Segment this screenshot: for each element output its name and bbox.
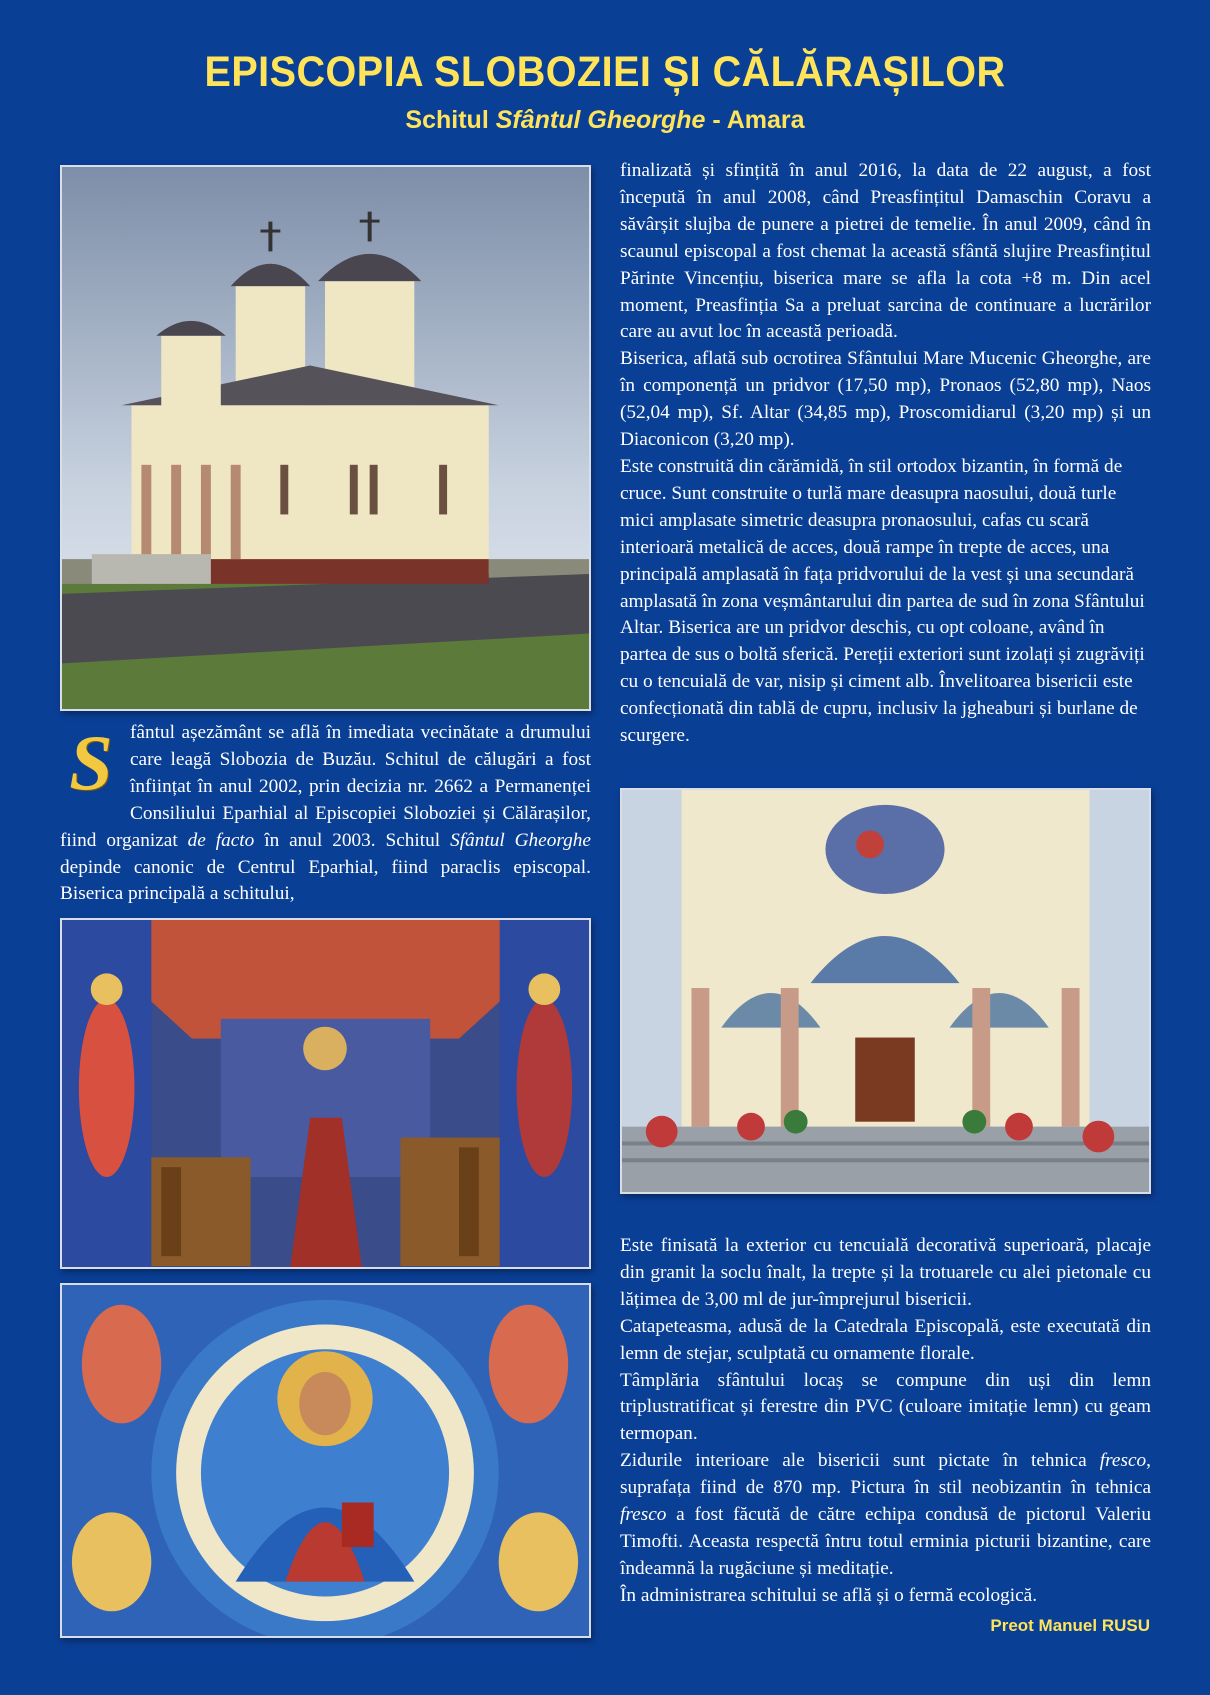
intro-text-c: depinde canonic de Centrul Eparhial, fiind paraclis episcopal. Biserica principală a schitului, (60, 856, 591, 905)
pantocrator-fresco-photo (60, 1283, 591, 1638)
p4-c: a fost făcută de către echipa condusă de pictorul Valeriu Timofti. Aceasta respectă întru totul erminia picturii bizantine, care îndeamnă la rugăciune și meditație. (620, 1504, 1151, 1579)
paragraph: Biserica, aflată sub ocrotirea Sfântului Mare Mucenic Gheorghe, are în componență un pridvor (17,50 mp), Pronaos (52,80 mp), Naos (52,04 mp), Sf. Altar (34,85 mp), Proscomidiarul (3,20 mp) și un Diaconicon (3,20 mp). (620, 348, 1151, 451)
church-porch-photo (620, 788, 1151, 1194)
intro-text-b: în anul 2003. Schitul (254, 829, 451, 851)
paragraph: finalizată și sfințită în anul 2016, la data de 22 august, a fost începută în anul 2008, când Preasfințitul Damaschin Coravu a săvârșit slujba de punere a pietrei de temelie. În anul 2009, când în scaunul episcopal a fost chemat la această sfântă slujire Preasfințitul Părinte Vincențiu, biserica mare se afla la cota +8 m. Din acel moment, Preasfinția Sa a preluat sarcina de continuare a lucrărilor care au avut loc în această perioadă. (620, 160, 1151, 343)
page-title: EPISCOPIA SLOBOZIEI ȘI CĂLĂRAȘILOR (204, 48, 1006, 96)
page-subtitle (0, 106, 1210, 135)
church-interior-photo (60, 918, 591, 1269)
intro-italic-2: Sfântul Gheorghe (450, 829, 591, 851)
right-top-text (620, 158, 1151, 750)
subtitle-suffix: - Amara (712, 106, 805, 134)
intro-text-a: fântul așezământ se află în imediata vecinătate a drumului care leagă Slobozia de Buzău. Schitul de călugări a fost înființat în anul 2002, prin decizia nr. 2662 a Permanenței Consiliului Eparhial al Episcopiei Sloboziei și Călărașilor, fiind organizat (60, 722, 591, 851)
dropcap-letter: S (69, 719, 113, 806)
paragraph: Tâmplăria sfântului locaș se compune din uși din lemn triplustratificat și ferestre din PVC (culoare imitație lemn) cu geam termopan. (620, 1369, 1151, 1445)
church-exterior-photo (60, 165, 591, 711)
subtitle-italic: Sfântul Gheorghe (495, 106, 706, 134)
author-signature: Preot Manuel RUSU (990, 1616, 1150, 1635)
intro-text (60, 720, 591, 908)
right-bottom-text (620, 1233, 1151, 1610)
paragraph: Este construită din cărămidă, în stil ortodox bizantin, în formă de cruce. Sunt construite o turlă mare deasupra naosului, două turle mici amplasate simetric deasupra pronaosului, cafas cu scară interioară metalică de acces, două rampe în trepte de acces, una principală amplasată în fața pridvorului de la vest și una secundară amplasată în zona veșmântarului din partea de sud în zona Sfântului Altar. Biserica are un pridvor deschis, cu opt coloane, având în partea de sus o boltă sferică. Pereții exteriori sunt izolați și zugrăviți cu o tencuială de var, nisip și ciment alb. Învelitoarea bisericii este confecționată din tablă de cupru, inclusiv la jgheaburi și burlane de scurgere. (620, 455, 1145, 747)
p4-italic-2: fresco (620, 1504, 667, 1526)
p4-italic: fresco (1099, 1450, 1147, 1472)
paragraph: Este finisată la exterior cu tencuială decorativă superioară, placaje din granit la soclu înalt, la trepte și la trotuarele cu alei pietonale cu lățimea de 3,00 ml de jur-împrejurul bisericii. (620, 1235, 1151, 1310)
p4-b: , suprafața fiind de 870 mp. Pictura în stil neobizantin în tehnica (620, 1450, 1151, 1499)
subtitle-prefix: Schitul (405, 106, 489, 134)
paragraph (620, 1448, 1151, 1583)
intro-italic: de facto (187, 829, 255, 851)
p4-a: Zidurile interioare ale bisericii sunt pictate în tehnica (620, 1450, 1100, 1472)
paragraph: În administrarea schitului se află și o fermă ecologică. (620, 1584, 1038, 1606)
paragraph: Catapeteasma, adusă de la Catedrala Episcopală, este executată din lemn de stejar, sculptată cu ornamente florale. (620, 1315, 1151, 1364)
